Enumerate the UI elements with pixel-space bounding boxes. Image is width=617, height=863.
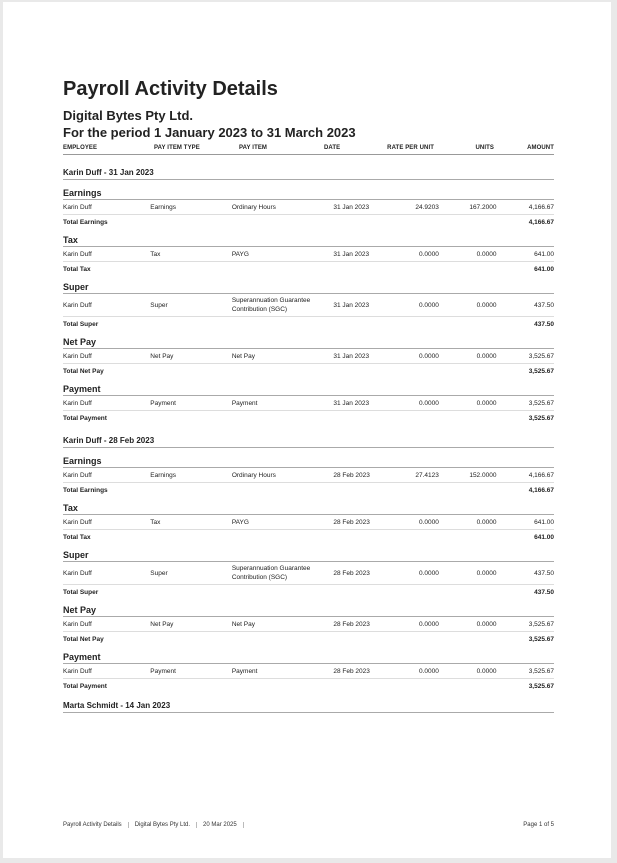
company-name: Digital Bytes Pty Ltd. <box>63 108 194 123</box>
employee-cell: Karin Duff <box>63 519 92 526</box>
pay-section <box>63 503 554 542</box>
section-title: Tax <box>63 235 554 247</box>
column-header: EMPLOYEE <box>63 145 98 151</box>
total-label: Total Tax <box>63 266 91 273</box>
pay-section <box>63 337 554 376</box>
total-amount: 4,166.67 <box>528 487 554 494</box>
units-cell: 0.0000 <box>476 621 497 628</box>
payroll-groups <box>63 168 554 691</box>
pay-item-type-cell: Tax <box>150 519 161 526</box>
column-header: UNITS <box>475 145 494 151</box>
date-cell: 31 Jan 2023 <box>333 204 370 211</box>
section-title: Payment <box>63 384 554 396</box>
table-row <box>63 247 554 262</box>
units-cell: 152.0000 <box>469 472 497 479</box>
amount-cell: 3,525.67 <box>528 400 555 407</box>
table-row <box>63 515 554 530</box>
total-amount: 3,525.67 <box>528 368 554 375</box>
total-label: Total Payment <box>63 415 107 422</box>
pay-item-type-cell: Payment <box>150 668 176 675</box>
pay-item-type-cell: Net Pay <box>150 621 174 628</box>
amount-cell: 641.00 <box>534 251 555 258</box>
report-title: Payroll Activity Details <box>63 78 278 100</box>
pay-item-cell: PAYG <box>231 251 249 258</box>
pay-section <box>63 282 554 329</box>
amount-cell: 4,166.67 <box>528 472 555 479</box>
section-title: Net Pay <box>63 605 554 617</box>
employee-cell: Karin Duff <box>63 569 92 577</box>
section-title: Earnings <box>63 456 554 468</box>
total-label: Total Super <box>63 589 99 596</box>
section-title: Super <box>63 282 554 294</box>
amount-cell: 3,525.67 <box>528 353 555 360</box>
units-cell: 0.0000 <box>476 301 497 309</box>
rate-cell: 0.0000 <box>419 569 439 577</box>
section-title: Earnings <box>63 188 554 200</box>
table-row <box>63 396 554 411</box>
date-cell: 31 Jan 2023 <box>333 353 370 360</box>
employee-cell: Karin Duff <box>63 204 92 211</box>
pay-item-cell: Superannuation Guarantee Contribution (SGC) <box>231 565 311 581</box>
footer-report-name: Payroll Activity Details <box>63 822 129 828</box>
rate-cell: 27.4123 <box>415 472 439 479</box>
total-amount: 437.50 <box>534 589 554 596</box>
date-cell: 28 Feb 2023 <box>333 668 370 675</box>
rate-cell: 0.0000 <box>419 668 439 675</box>
column-header: AMOUNT <box>527 145 554 151</box>
total-amount: 641.00 <box>534 266 554 273</box>
pay-item-cell: Ordinary Hours <box>231 472 276 479</box>
pay-section <box>63 456 554 495</box>
amount-cell: 3,525.67 <box>528 621 555 628</box>
employee-group-heading: Marta Schmidt - 14 Jan 2023 <box>63 701 554 713</box>
section-total-row <box>63 679 554 691</box>
total-amount: 3,525.67 <box>528 415 554 422</box>
total-label: Total Earnings <box>63 219 108 226</box>
column-header: RATE PER UNIT <box>387 145 434 151</box>
date-cell: 31 Jan 2023 <box>333 251 370 258</box>
rate-cell: 0.0000 <box>419 251 439 258</box>
rate-cell: 0.0000 <box>419 353 439 360</box>
date-cell: 28 Feb 2023 <box>333 569 370 577</box>
table-row <box>63 200 554 215</box>
table-row <box>63 664 554 679</box>
section-title: Payment <box>63 652 554 664</box>
section-total-row <box>63 411 554 423</box>
date-cell: 31 Jan 2023 <box>333 301 370 309</box>
pay-item-cell: Net Pay <box>231 353 255 360</box>
amount-cell: 641.00 <box>534 519 555 526</box>
footer-date: 20 Mar 2025 <box>203 822 244 828</box>
employee-cell: Karin Duff <box>63 668 92 675</box>
employee-cell: Karin Duff <box>63 621 92 628</box>
pay-item-cell: Payment <box>231 668 258 675</box>
total-label: Total Net Pay <box>63 368 104 375</box>
report-page <box>3 2 611 858</box>
total-amount: 641.00 <box>534 534 554 541</box>
table-row <box>63 562 554 585</box>
footer-page-number: Page 1 of 5 <box>523 822 554 828</box>
total-label: Total Earnings <box>63 487 108 494</box>
section-total-row <box>63 585 554 597</box>
total-amount: 437.50 <box>534 321 554 328</box>
pay-item-type-cell: Earnings <box>150 472 176 479</box>
date-cell: 31 Jan 2023 <box>333 400 370 407</box>
pay-item-type-cell: Tax <box>150 251 161 258</box>
amount-cell: 437.50 <box>534 569 555 577</box>
total-label: Total Tax <box>63 534 91 541</box>
section-total-row <box>63 262 554 274</box>
total-amount: 4,166.67 <box>528 219 554 226</box>
employee-cell: Karin Duff <box>63 301 92 309</box>
units-cell: 0.0000 <box>476 569 497 577</box>
section-total-row <box>63 364 554 376</box>
rate-cell: 0.0000 <box>419 519 439 526</box>
amount-cell: 3,525.67 <box>528 668 555 675</box>
units-cell: 0.0000 <box>476 519 497 526</box>
section-title: Net Pay <box>63 337 554 349</box>
section-total-row <box>63 632 554 644</box>
units-cell: 167.2000 <box>469 204 497 211</box>
pay-section <box>63 235 554 274</box>
date-cell: 28 Feb 2023 <box>333 621 370 628</box>
section-title: Super <box>63 550 554 562</box>
employee-cell: Karin Duff <box>63 400 92 407</box>
column-header: PAY ITEM TYPE <box>154 145 200 151</box>
date-cell: 28 Feb 2023 <box>333 519 370 526</box>
employee-cell: Karin Duff <box>63 472 92 479</box>
column-header-row <box>63 145 554 155</box>
pay-item-type-cell: Net Pay <box>150 353 174 360</box>
section-total-row <box>63 530 554 542</box>
pay-section <box>63 188 554 227</box>
amount-cell: 437.50 <box>534 301 555 309</box>
units-cell: 0.0000 <box>476 668 497 675</box>
units-cell: 0.0000 <box>476 251 497 258</box>
table-row <box>63 294 554 317</box>
rate-cell: 0.0000 <box>419 621 439 628</box>
pay-item-cell: Net Pay <box>231 621 255 628</box>
table-row <box>63 617 554 632</box>
table-row <box>63 468 554 483</box>
section-total-row <box>63 483 554 495</box>
pay-section <box>63 652 554 691</box>
column-header: PAY ITEM <box>239 145 268 151</box>
pay-item-cell: Ordinary Hours <box>231 204 276 211</box>
units-cell: 0.0000 <box>476 400 497 407</box>
section-title: Tax <box>63 503 554 515</box>
pay-item-type-cell: Super <box>150 569 168 577</box>
pay-section <box>63 384 554 423</box>
total-amount: 3,525.67 <box>528 683 554 690</box>
pay-item-type-cell: Super <box>150 301 168 309</box>
report-period: For the period 1 January 2023 to 31 March 2023 <box>63 125 356 140</box>
footer-company: Digital Bytes Pty Ltd. <box>135 822 197 828</box>
amount-cell: 4,166.67 <box>528 204 555 211</box>
rate-cell: 0.0000 <box>419 400 439 407</box>
pay-item-type-cell: Earnings <box>150 204 176 211</box>
rate-cell: 0.0000 <box>419 301 439 309</box>
employee-group-heading: Karin Duff - 31 Jan 2023 <box>63 168 554 180</box>
employee-cell: Karin Duff <box>63 353 92 360</box>
pay-section <box>63 605 554 644</box>
report-content <box>63 78 554 713</box>
pay-item-cell: Superannuation Guarantee Contribution (SGC) <box>231 297 311 313</box>
pay-section <box>63 550 554 597</box>
section-total-row <box>63 317 554 329</box>
units-cell: 0.0000 <box>476 353 497 360</box>
rate-cell: 24.9203 <box>415 204 439 211</box>
employee-cell: Karin Duff <box>63 251 92 258</box>
total-amount: 3,525.67 <box>528 636 554 643</box>
section-total-row <box>63 215 554 227</box>
pay-item-cell: Payment <box>231 400 258 407</box>
pay-item-cell: PAYG <box>231 519 249 526</box>
page-footer <box>63 822 554 828</box>
employee-group-heading: Karin Duff - 28 Feb 2023 <box>63 436 554 448</box>
total-label: Total Super <box>63 321 99 328</box>
total-label: Total Net Pay <box>63 636 104 643</box>
date-cell: 28 Feb 2023 <box>333 472 370 479</box>
pay-item-type-cell: Payment <box>150 400 176 407</box>
total-label: Total Payment <box>63 683 107 690</box>
table-row <box>63 349 554 364</box>
column-header: DATE <box>324 145 341 151</box>
